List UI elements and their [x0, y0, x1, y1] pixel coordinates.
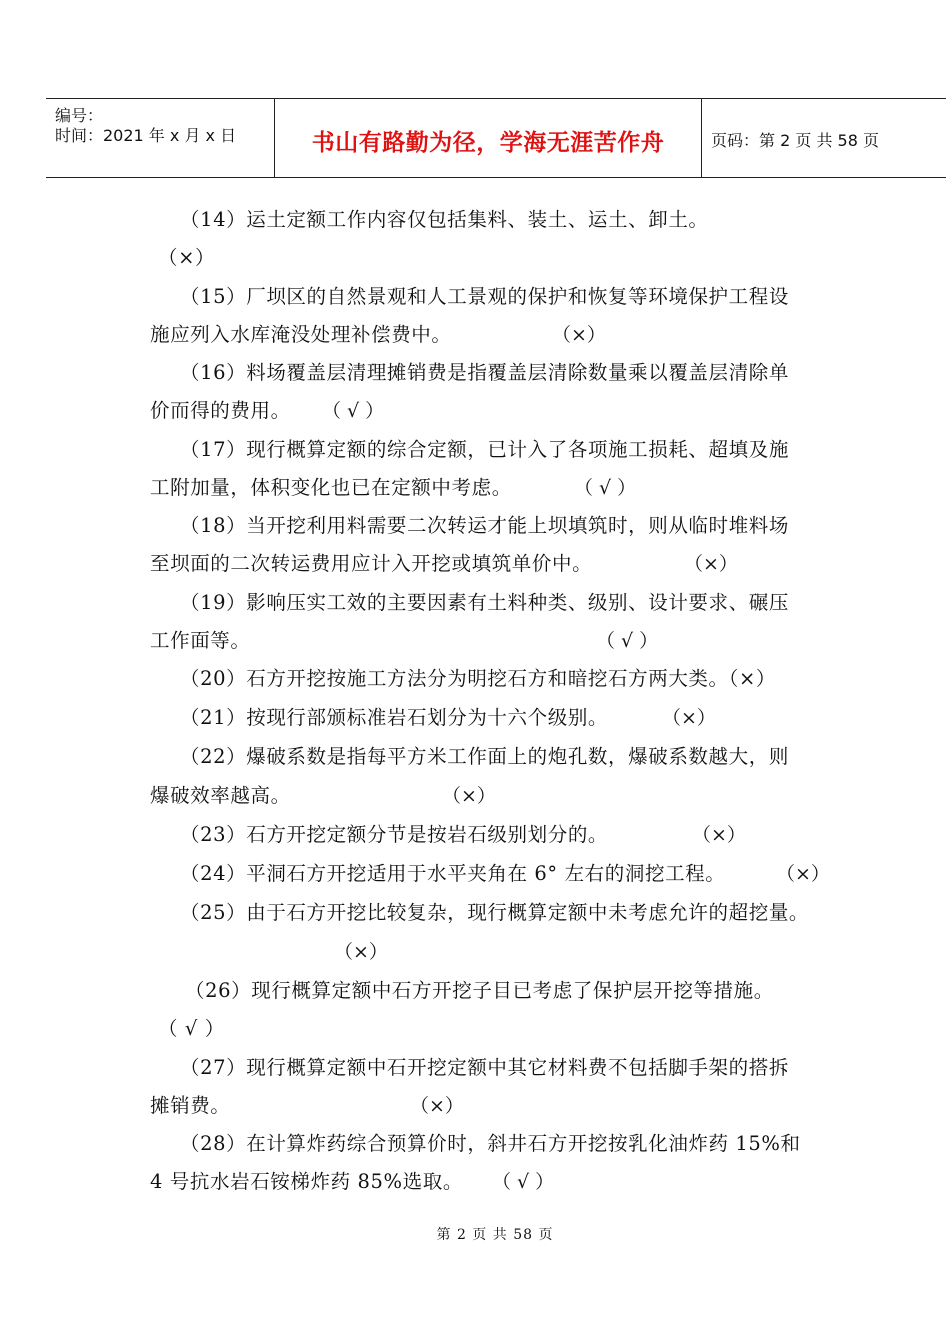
item-17-line1: （17）现行概算定额的综合定额，已计入了各项施工损耗、超填及施	[180, 438, 789, 461]
item-17-answer: （ √ ）	[574, 477, 637, 499]
header-info-cell	[46, 99, 274, 177]
number-label: 编号：	[55, 106, 104, 125]
item-19-line2: 工作面等。	[150, 629, 251, 652]
item-15-answer: （×）	[552, 324, 606, 346]
item-16-line2: 价而得的费用。	[150, 399, 291, 422]
item-16-answer: （ √ ）	[322, 400, 385, 422]
item-16-line1: （16）料场覆盖层清理摊销费是指覆盖层清除数量乘以覆盖层清除单	[180, 361, 789, 384]
item-23-line1: （23）石方开挖定额分节是按岩石级别划分的。	[180, 823, 609, 846]
item-14-answer: （×）	[158, 246, 216, 269]
item-19-answer: （ √ ）	[596, 630, 659, 652]
item-27-line2: 摊销费。	[150, 1094, 231, 1117]
item-27-answer: （×）	[410, 1095, 464, 1117]
motto-text: 书山有路勤为径，学海无涯苦作舟	[311, 129, 665, 156]
item-28-line1: （28）在计算炸药综合预算价时，斜井石方开挖按乳化油炸药 15%和	[180, 1132, 801, 1155]
item-18-line2: 至坝面的二次转运费用应计入开挖或填筑单价中。	[150, 552, 593, 575]
document-header	[46, 98, 946, 178]
item-27-line1: （27）现行概算定额中石开挖定额中其它材料费不包括脚手架的搭拆	[180, 1056, 789, 1079]
header-motto-cell	[274, 99, 702, 177]
item-22-answer: （×）	[442, 785, 496, 807]
item-26-answer: （ √ ）	[158, 1017, 225, 1040]
item-21-answer: （×）	[662, 707, 716, 729]
item-21-line1: （21）按现行部颁标准岩石划分为十六个级别。	[180, 706, 609, 729]
item-25-answer: （×）	[334, 941, 388, 963]
item-28-line2: 4 号抗水岩石铵梯炸药 85%选取。	[150, 1170, 463, 1193]
item-18-line1: （18）当开挖利用料需要二次转运才能上坝填筑时，则从临时堆料场	[180, 514, 789, 537]
item-17-line2: 工附加量，体积变化也已在定额中考虑。	[150, 476, 512, 499]
page-label: 页码：第 2 页 共 58 页	[711, 131, 879, 150]
time-label: 时间：2021 年 x 月 x 日	[55, 126, 237, 145]
item-24-line1: （24）平洞石方开挖适用于水平夹角在 6° 左右的洞挖工程。	[180, 862, 726, 885]
item-23-answer: （×）	[692, 824, 746, 846]
header-page-cell	[701, 99, 946, 177]
item-18-answer: （×）	[684, 553, 738, 575]
item-24-answer: （×）	[776, 863, 830, 885]
item-26-line1: （26）现行概算定额中石方开挖子目已考虑了保护层开挖等措施。	[185, 979, 774, 1002]
item-14-line1: （14）运土定额工作内容仅包括集料、装土、运土、卸土。	[180, 208, 709, 231]
item-22-line2: 爆破效率越高。	[150, 784, 291, 807]
item-25-line1: （25）由于石方开挖比较复杂，现行概算定额中未考虑允许的超挖量。	[180, 901, 810, 924]
item-22-line1: （22）爆破系数是指每平方米工作面上的炮孔数，爆破系数越大，则	[180, 745, 789, 768]
item-19-line1: （19）影响压实工效的主要因素有土料种类、级别、设计要求、碾压	[180, 591, 789, 614]
item-15-line2: 施应列入水库淹没处理补偿费中。	[150, 323, 452, 346]
item-28-answer: （ √ ）	[492, 1171, 555, 1193]
item-15-line1: （15）厂坝区的自然景观和人工景观的保护和恢复等环境保护工程设	[180, 285, 789, 308]
page-footer: 第 2 页 共 58 页	[436, 1227, 554, 1243]
item-20-line1: （20）石方开挖按施工方法分为明挖石方和暗挖石方两大类。（×）	[180, 667, 777, 690]
